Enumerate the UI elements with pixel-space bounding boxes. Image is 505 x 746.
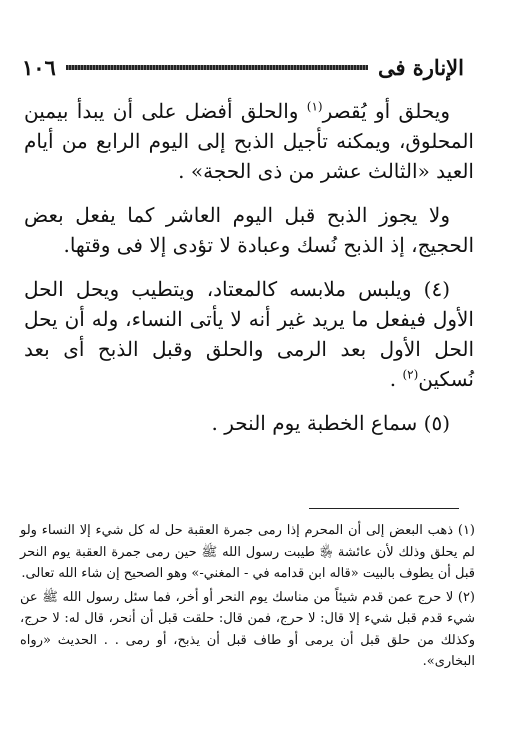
paragraph-1-rest: والحلق أفضل على أن يبدأ بيمين المحلوق، ويمكنه تأجيل الذبح إلى اليوم الرابع من أيام العيد «الثالث عشر من ذى الحجة» .: [24, 99, 474, 183]
footnote-separator: [309, 508, 459, 509]
paragraph-3: [24, 274, 474, 394]
footnote-ref-1: (١): [306, 99, 323, 114]
footnote-ref-2: (٢): [402, 367, 419, 382]
paragraph-2: ولا يجوز الذبح قبل اليوم العاشر كما يفعل بعض الحجيج، إذ الذبح نُسك وعبادة لا تؤدى إلا فى وقتها.: [24, 203, 474, 257]
page-number: ١٠٦: [22, 54, 56, 80]
footnotes: [20, 520, 475, 673]
paragraph-1: [24, 96, 474, 186]
page-header: [22, 52, 464, 82]
paragraph-3-text: (٤) ويلبس ملابسه كالمعتاد، ويتطيب ويحل الحل الأول فيفعل ما يريد غير أنه لا يأتى النساء، وله أن يحل الحل الأول بعد الرمى والحلق وقبل الذبح أى بعد نُسكين: [24, 277, 474, 391]
book-title: الإنارة فى: [377, 54, 464, 80]
main-text: [24, 96, 474, 438]
paragraph-1-start: ويحلق أو يُقصر: [322, 99, 450, 123]
paragraph-4: (٥) سماع الخطبة يوم النحر .: [211, 411, 450, 435]
header-rule: [66, 65, 368, 70]
footnote-2: (٢) لا حرج عمن قدم شيئاً من مناسك يوم النحر أو أخر، فما سئل رسول الله ﷺ عن شيء قدم قبل شيء إلا قال: لا حرج، فمن قال: حلقت قبل أن أنحر، قال له: لا حرج، وكذلك من حلق قبل أن يرمى أو طاف قبل أن يذبح، أو رمى . . الحديث «رواه البخارى».: [20, 589, 475, 669]
paragraph-3-end: .: [389, 367, 403, 391]
footnote-1: (١) ذهب البعض إلى أن المحرم إذا رمى جمرة العقبة حل له كل شيء إلا النساء ولو لم يحلق وذلك لأن عائشة ﵂ طيبت رسول الله ﷺ حين رمى جمرة العقبة يوم النحر قبل أن يطوف بالبيت «قاله ابن قدامه في - المغني-» وهو الصحيح إن شاء الله تعالى.: [20, 523, 475, 581]
